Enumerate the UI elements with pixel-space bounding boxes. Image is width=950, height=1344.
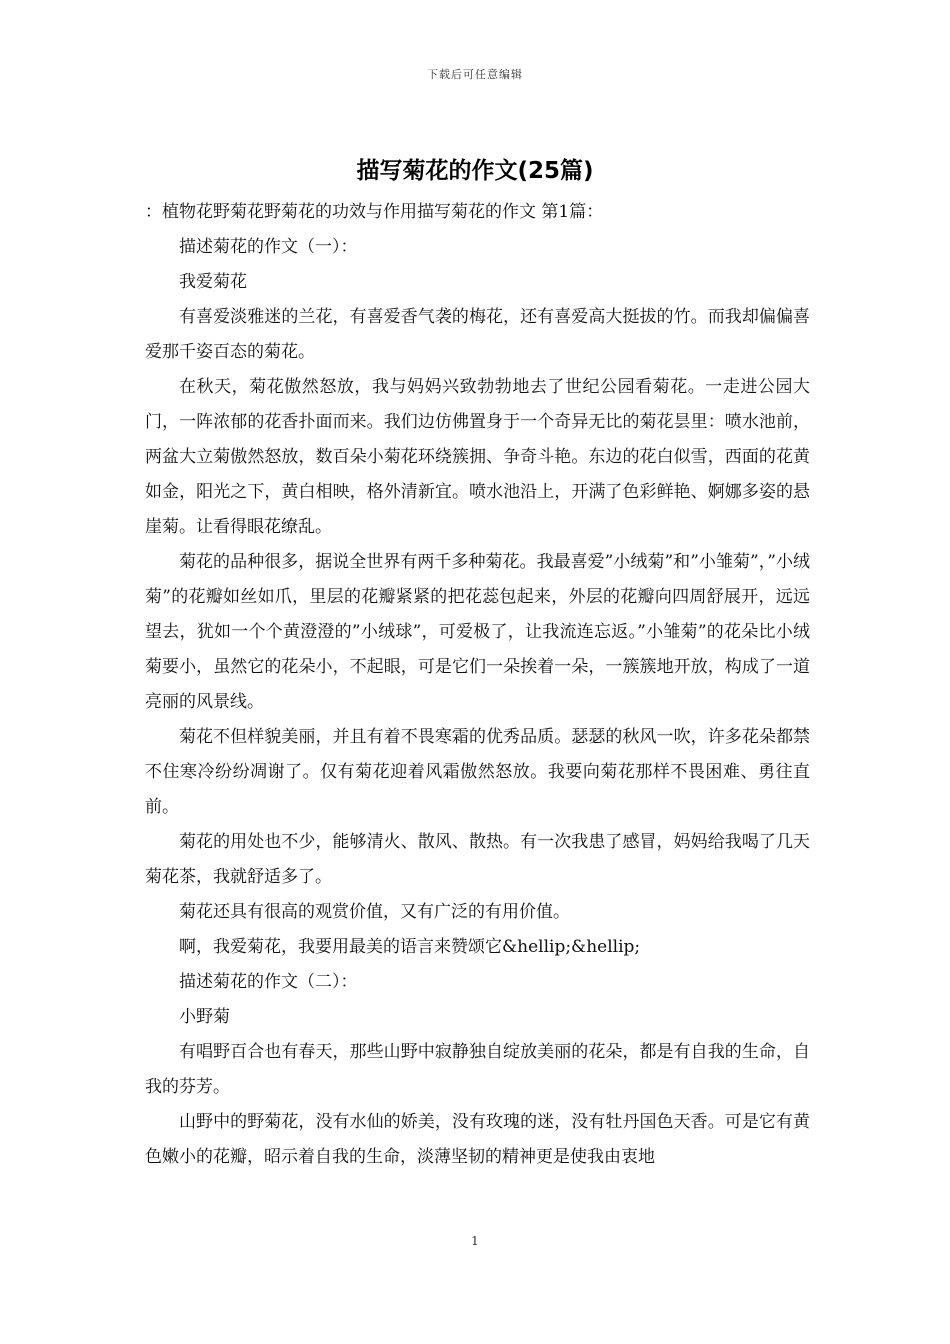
paragraph: 菊花的用处也不少，能够清火、散风、散热。有一次我患了感冒，妈妈给我喝了几天菊花茶，我就舒适多了。	[145, 832, 810, 887]
page-header: 下载后可任意编辑	[427, 68, 523, 81]
document-body	[145, 195, 810, 1175]
paragraph: 啊，我爱菊花，我要用最美的语言来赞颂它&hellip;&hellip;	[179, 937, 641, 957]
paragraph: 在秋天，菊花傲然怒放，我与妈妈兴致勃勃地去了世纪公园看菊花。一走进公园大门，一阵浓郁的花香扑面而来。我们边仿佛置身于一个奇异无比的菊花昙里：喷水池前，两盆大立菊傲然怒放，数百朵小菊花环绕簇拥、争奇斗艳。东边的花白似雪，西面的花黄如金，阳光之下，黄白相映，格外清新宜。喷水池沿上，开满了色彩鲜艳、婀娜多姿的悬崖菊。让看得眼花缭乱。	[145, 377, 810, 537]
essay-title-2: 小野菊	[179, 1007, 230, 1027]
paragraph-intro: ：植物花野菊花野菊花的功效与作用描写菊花的作文 第1篇：	[145, 202, 604, 222]
paragraph: 菊花不但样貌美丽，并且有着不畏寒霜的优秀品质。瑟瑟的秋风一吹，许多花朵都禁不住寒冷纷纷凋谢了。仅有菊花迎着风霜傲然怒放。我要向菊花那样不畏困难、勇往直前。	[145, 727, 810, 817]
paragraph: 菊花还具有很高的观赏价值，又有广泛的有用价值。	[179, 902, 570, 922]
essay-title-1: 我爱菊花	[179, 272, 247, 292]
section-heading-1: 描述菊花的作文（一）：	[179, 237, 358, 257]
paragraph: 有唱野百合也有春天，那些山野中寂静独自绽放美丽的花朵，都是有自我的生命，自我的芬芳。	[145, 1042, 810, 1097]
section-heading-2: 描述菊花的作文（二）：	[179, 972, 358, 992]
document-title: 描写菊花的作文(25篇)	[356, 158, 594, 184]
paragraph: 山野中的野菊花，没有水仙的娇美，没有玫瑰的迷，没有牡丹国色天香。可是它有黄色嫩小的花瓣，昭示着自我的生命，淡薄坚韧的精神更是使我由衷地	[145, 1112, 810, 1167]
paragraph: 菊花的品种很多，据说全世界有两千多种菊花。我最喜爱”小绒菊”和”小雏菊”，”小绒菊”的花瓣如丝如爪，里层的花瓣紧紧的把花蕊包起来，外层的花瓣向四周舒展开，远远望去，犹如一个个黄澄澄的”小绒球”，可爱极了，让我流连忘返。”小雏菊”的花朵比小绒菊要小，虽然它的花朵小，不起眼，可是它们一朵挨着一朵，一簇簇地开放，构成了一道亮丽的风景线。	[145, 552, 810, 712]
paragraph: 有喜爱淡雅迷的兰花，有喜爱香气袭的梅花，还有喜爱高大挺拔的竹。而我却偏偏喜爱那千姿百态的菊花。	[145, 307, 810, 362]
page-number: 1	[471, 1234, 479, 1248]
